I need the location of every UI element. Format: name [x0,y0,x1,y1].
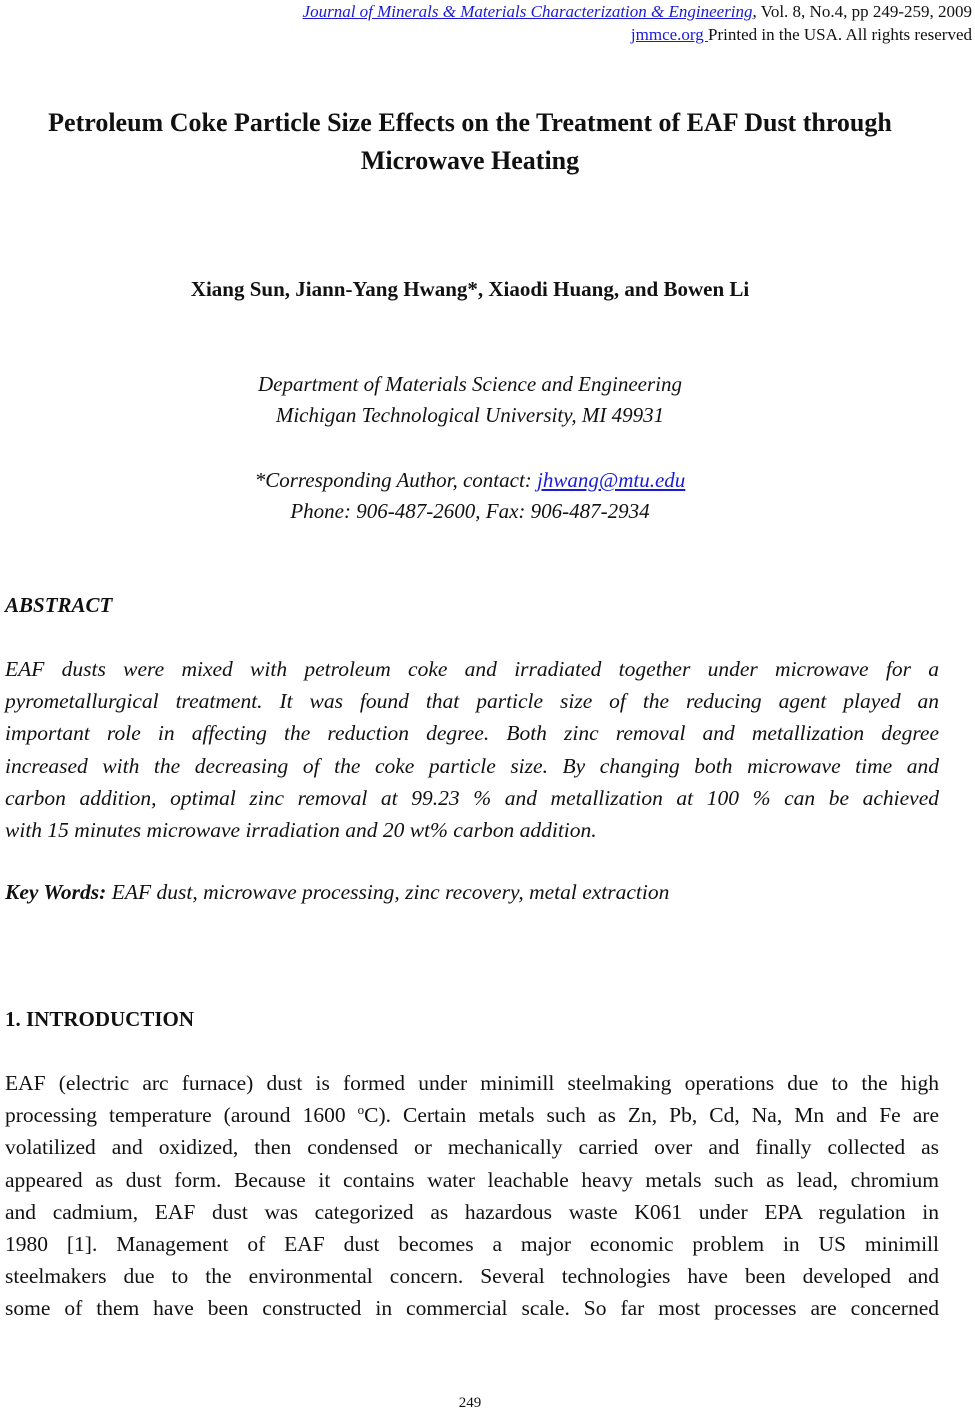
title-line: Microwave Heating [360,146,580,175]
rights-text: Printed in the USA. All rights reserved [708,25,972,44]
intro-line: 1980 [1]. Management of EAF dust becomes a major economic problem in US minimill [5,1232,939,1257]
phone-fax: Phone: 906-487-2600, Fax: 906-487-2934 [290,499,650,523]
abstract-line: pyrometallurgical treatment. It was found that particle size of the reducing agent played an [5,689,939,714]
abstract-line: with 15 minutes microwave irradiation and 20 wt% carbon addition. [5,818,597,843]
abstract-line: EAF dusts were mixed with petroleum coke and irradiated together under microwave for a [5,657,939,681]
university: Michigan Technological University, MI 49931 [275,403,665,427]
contact [0,465,940,527]
citation: , Vol. 8, No.4, pp 249-259, 2009 [752,2,972,21]
keywords-label: Key Words: [5,880,107,904]
department: Department of Materials Science and Engineering [258,372,682,396]
intro-line: volatilized and oxidized, then condensed or mechanically carried over and finally collected as [5,1135,939,1160]
corresponding-author [0,465,940,496]
paper-title [0,104,940,180]
page-number: 249 [458,1395,482,1411]
intro-line: appeared as dust form. Because it contains water leachable heavy metals such as lead, chromium [5,1167,939,1192]
abstract-line: important role in affecting the reduction degree. Both zinc removal and metallization degree [5,721,939,746]
corresponding-label: *Corresponding Author, contact: [254,468,538,492]
abstract-body [5,653,939,846]
intro-line [5,1099,939,1131]
abstract-line: increased with the decreasing of the coke particle size. By changing both microwave time and [5,753,939,778]
intro-line: and cadmium, EAF dust was categorized as hazardous waste K061 under EPA regulation in [5,1199,939,1224]
abstract-heading: ABSTRACT [5,593,113,617]
keywords [5,876,939,908]
intro-text: processing temperature (around 1600 [5,1103,358,1128]
introduction-body [5,1067,939,1325]
rights-line [631,25,972,45]
affiliation [0,369,940,431]
journal-header [303,2,972,22]
intro-line: some of them have been constructed in commercial scale. So far most processes are concerned [5,1296,939,1321]
introduction-heading: 1. INTRODUCTION [5,1007,195,1031]
keywords-text: EAF dust, microwave processing, zinc recovery, metal extraction [106,880,670,904]
journal-link[interactable]: Journal of Minerals & Materials Characterization & Engineering [302,2,753,21]
site-link[interactable]: jmmce.org [630,25,709,44]
abstract-line: carbon addition, optimal zinc removal at 99.23 % and metallization at 100 % can be achieved [5,785,939,810]
degree-superscript: o [357,1102,365,1118]
email-link[interactable]: jhwang@mtu.edu [537,468,686,492]
authors: Xiang Sun, Jiann-Yang Hwang*, Xiaodi Huang, and Bowen Li [190,277,750,301]
intro-line: EAF (electric arc furnace) dust is formed under minimill steelmaking operations due to the high [5,1071,939,1095]
title-line: Petroleum Coke Particle Size Effects on the Treatment of EAF Dust through [48,108,892,137]
intro-line: steelmakers due to the environmental concern. Several technologies have been developed and [5,1264,939,1289]
intro-text: C). Certain metals such as Zn, Pb, Cd, Na, Mn and Fe are [364,1103,939,1128]
